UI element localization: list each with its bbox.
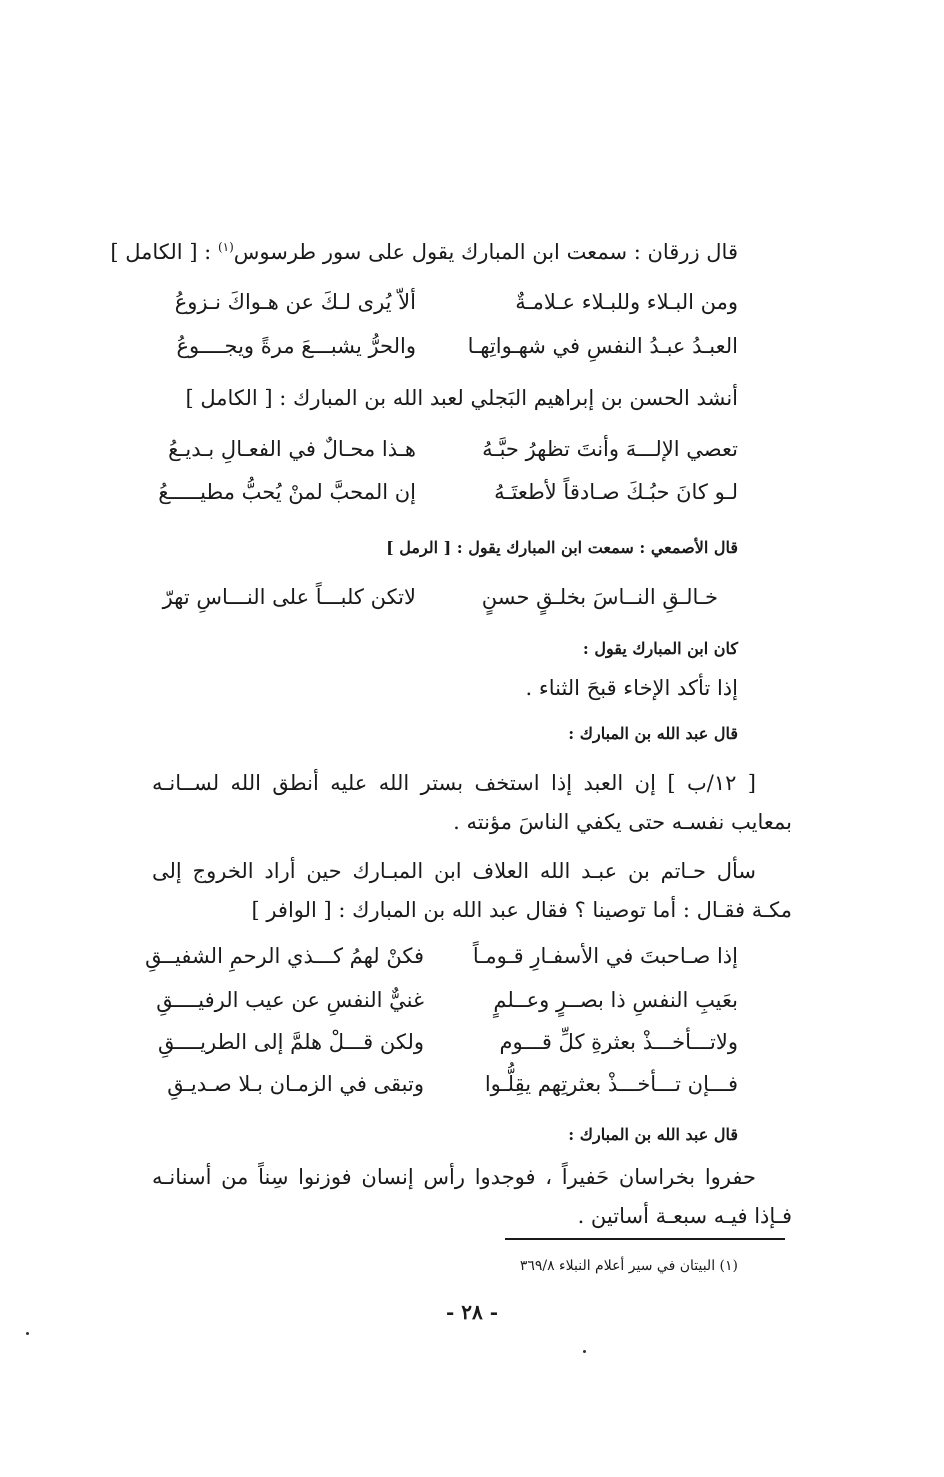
verse-hemistich-first: ومن البـلاء وللبـلاء عـلامـةٌ bbox=[515, 290, 738, 314]
paragraph bbox=[152, 1158, 792, 1236]
verse-hemistich-first: بعَيبِ النفسِ ذا بصــرٍ وعــلمٍ bbox=[493, 988, 738, 1012]
verse-hemistich-first: لـو كانَ حبُـكَ صـادقاً لأطعتَـهُ bbox=[494, 480, 738, 504]
verse-hemistich-second: وتبقى في الزمـان بـلا صـديـقِ bbox=[167, 1072, 424, 1096]
verse-hemistich-second: لاتكن كلبـــاً على النـــاسِ تهرّ bbox=[162, 585, 416, 609]
footnote: (١) البيتان في سير أعلام النبلاء ٣٦٩/٨ bbox=[519, 1258, 738, 1274]
paragraph-text: [ ١٢/ب ] إن العبد إذا استخف بستر الله عليه أنطق الله لســانـه بمعايب نفسـه حتى يكفي الناسَ مؤنته . bbox=[152, 771, 792, 834]
zurqan-intro bbox=[110, 240, 738, 264]
verse-hemistich-first: ولاتـــأخـــذْ بعثرةِ كلِّ قـــوم bbox=[499, 1030, 738, 1054]
verse-hemistich-first: العبـدُ عبـدُ النفسِ في شهـواتِهـا bbox=[467, 334, 738, 358]
verse-hemistich-second: غنيٌّ النفسِ عن عيب الرفيــــقِ bbox=[156, 988, 424, 1012]
verse-hemistich-second: ولكن قـــلْ هلمَّ إلى الطريــــقِ bbox=[158, 1030, 424, 1054]
verse-hemistich-second: إن المحبَّ لمنْ يُحبُّ مطيـــــعُ bbox=[158, 480, 416, 504]
qala-heading: قال عبد الله بن المبارك : bbox=[568, 1125, 738, 1144]
verse-hemistich-first: تعصي الإلـــهَ وأنتَ تظهرُ حبَّـهُ bbox=[482, 437, 738, 461]
scan-speck bbox=[583, 1350, 586, 1353]
page-number: - ٢٨ - bbox=[445, 1300, 498, 1324]
paragraph-text: سأل حـاتم بن عبـد الله العلاف ابن المبـارك حين أراد الخروج إلى مكـة فقـال : أما توصينا ؟ فقال عبد الله بن المبارك : [ الوافر ] bbox=[152, 859, 792, 922]
verse-hemistich-first: إذا صـاحبتَ في الأسفـارِ قـومـاً bbox=[472, 944, 738, 968]
kana-text: إذا تأكد الإخاء قبحَ الثناء . bbox=[525, 676, 738, 700]
scan-speck bbox=[26, 1332, 29, 1335]
verse-hemistich-first: فـــإن تـــأخـــذْ بعثرتِهم يقِلُّـوا bbox=[484, 1072, 738, 1096]
footnote-rule bbox=[505, 1238, 785, 1240]
paragraph bbox=[152, 764, 792, 842]
verse-hemistich-second: والحرُّ يشبـــعَ مرةً ويجــــوعُ bbox=[176, 334, 416, 358]
kana-heading: كان ابن المبارك يقول : bbox=[582, 639, 738, 658]
paragraph bbox=[152, 852, 792, 930]
verse-hemistich-second: ألاّ يُرى لـكَ عن هـواكَ نـزوعُ bbox=[174, 290, 416, 314]
verse-hemistich-first: خـالـقِ النــاسَ بخلـقٍ حسنٍ bbox=[481, 585, 718, 609]
qala-heading: قال عبد الله بن المبارك : bbox=[568, 724, 738, 743]
footnote-marker: (١) bbox=[217, 240, 234, 254]
verse-hemistich-second: هـذا محـالٌ في الفعـالِ بـديـعُ bbox=[168, 437, 416, 461]
asmai-intro: قال الأصمعي : سمعت ابن المبارك يقول : [ الرمل ] bbox=[386, 538, 738, 557]
hasan-intro: أنشد الحسن بن إبراهيم البَجلي لعبد الله بن المبارك : [ الكامل ] bbox=[185, 386, 738, 410]
verse-hemistich-second: فكنْ لهمُ كـــذي الرحمِ الشفيــقِ bbox=[145, 944, 424, 968]
zurqan-intro-text: قال زرقان : سمعت ابن المبارك يقول على سور طرسوس bbox=[233, 240, 738, 264]
paragraph-text: حفروا بخراسان حَفيراً ، فوجدوا رأس إنسان فوزنوا سِناً من أسنانـه فـإذا فيـه سبعـة أساتين . bbox=[152, 1165, 792, 1228]
zurqan-meter: : [ الكامل ] bbox=[110, 240, 218, 264]
